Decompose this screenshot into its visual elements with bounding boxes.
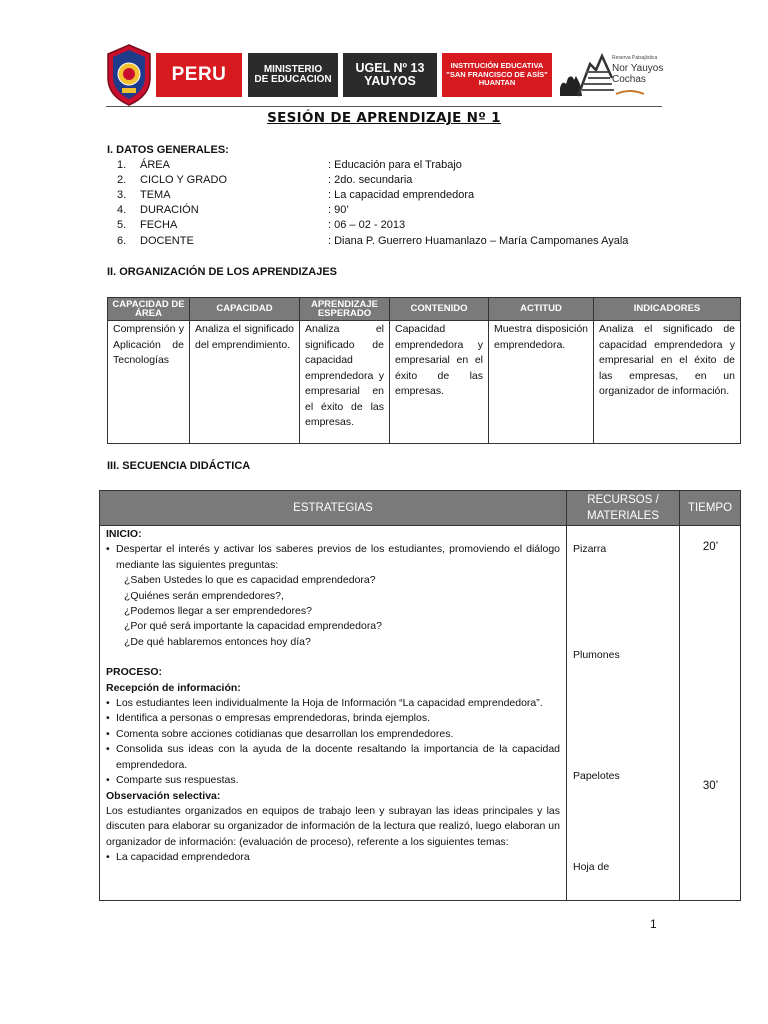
datos-value: : Diana P. Guerrero Huamanlazo – María Campomanes Ayala <box>328 235 629 247</box>
list-item: • Comenta sobre acciones cotidianas que desarrollan los emprendedores. <box>106 727 560 742</box>
datos-num: 4. <box>117 204 127 216</box>
ministerio-line-2: DE EDUCACION <box>254 74 332 85</box>
col-header: CONTENIDO <box>390 298 489 321</box>
school-shield-logo <box>106 44 152 106</box>
datos-num: 3. <box>117 189 127 201</box>
col-header: CAPACIDAD <box>190 298 300 321</box>
datos-num: 6. <box>117 235 127 247</box>
recurso-item: Plumones <box>573 649 620 661</box>
table-cell: Muestra disposición emprendedora. <box>489 321 594 444</box>
peru-label: PERU <box>171 64 227 86</box>
datos-key: DURACIÓN <box>140 204 199 216</box>
ministerio-banner <box>248 53 338 97</box>
recurso-item: Pizarra <box>573 543 607 555</box>
reserva-small-label: Reserva Paisajística <box>612 55 658 61</box>
table-cell: Analiza el significado de capacidad emprendedora y empresarial en el éxito de las empresas. <box>300 321 390 444</box>
ugel-banner <box>343 53 437 97</box>
datos-generales-heading: I. DATOS GENERALES: <box>107 144 229 156</box>
header-divider <box>106 106 662 107</box>
datos-key: DOCENTE <box>140 235 194 247</box>
institucion-line-2: "SAN FRANCISCO DE ASÍS" <box>446 69 548 79</box>
tiempo-cell <box>680 526 741 901</box>
table-header-row <box>108 298 741 321</box>
secuencia-table <box>99 490 741 901</box>
question-item: ¿Quiénes serán emprendedores?, <box>124 589 284 602</box>
col-header: ACTITUD <box>489 298 594 321</box>
list-item: • Comparte sus respuestas. <box>106 773 560 788</box>
datos-key: CICLO Y GRADO <box>140 174 228 186</box>
reserva-logo <box>556 50 666 98</box>
recurso-item: Papelotes <box>573 770 620 782</box>
list-item: • La capacidad emprendedora <box>106 850 560 865</box>
col-header: APRENDIZAJE ESPERADO <box>300 298 390 321</box>
question-item: ¿De qué hablaremos entonces hoy día? <box>124 635 311 648</box>
datos-num: 1. <box>117 159 127 171</box>
list-item: • Los estudiantes leen individualmente la Hoja de Información “La capacidad emprendedora”. <box>106 696 560 711</box>
datos-key: FECHA <box>140 219 178 231</box>
organizacion-heading: II. ORGANIZACIÓN DE LOS APRENDIZAJES <box>107 266 338 278</box>
question-item: ¿Podemos llegar a ser emprendedores? <box>124 605 312 618</box>
table-cell: Analiza el significado de capacidad emprendedora y empresarial en el éxito de las empresas, en un organizador de información. <box>594 321 741 444</box>
col-header-estrategias: ESTRATEGIAS <box>100 491 567 526</box>
estrategias-cell <box>100 526 567 901</box>
inicio-label: INICIO: <box>106 528 142 540</box>
datos-key: ÁREA <box>140 159 170 171</box>
list-item: • Consolida sus ideas con la ayuda de la docente resaltando la importancia de la capacidad emprendedora. <box>106 742 560 773</box>
table-row <box>108 321 741 444</box>
tiempo-value: 30’ <box>702 780 719 792</box>
datos-value: : La capacidad emprendedora <box>328 189 475 201</box>
recursos-cell <box>567 526 680 901</box>
table-cell: Capacidad emprendedora y empresarial en el éxito de las empresas. <box>390 321 489 444</box>
datos-num: 5. <box>117 219 127 231</box>
secuencia-heading: III. SECUENCIA DIDÁCTICA <box>107 460 251 472</box>
list-item: • Identifica a personas o empresas emprendedoras, brinda ejemplos. <box>106 711 560 726</box>
recepcion-label: Recepción de información: <box>106 681 241 694</box>
tiempo-value: 20’ <box>702 541 719 553</box>
institucion-banner <box>442 53 552 97</box>
col-header: INDICADORES <box>594 298 741 321</box>
datos-key: TEMA <box>140 189 171 201</box>
page-title: SESIÓN DE APRENDIZAJE Nº 1 <box>267 110 501 126</box>
col-header: CAPACIDAD DE ÁREA <box>108 298 190 321</box>
table-cell: Analiza el significado del emprendimiento. <box>190 321 300 444</box>
ugel-line-1: UGEL Nº 13 <box>355 60 425 75</box>
datos-value: : 2do. secundaria <box>328 174 413 186</box>
reserva-title-1: Nor Yauyos <box>612 63 664 74</box>
observacion-paragraph: Los estudiantes organizados en equipos de trabajo leen y subrayan las ideas principales y las discuten para elaborar su organizador de información de la lectura que realizó, luego elaboran un organizador de información: (evaluación de proceso), referente a los siguientes temas: <box>106 804 560 848</box>
question-item: ¿Por qué será importante la capacidad emprendedora? <box>124 620 382 633</box>
datos-num: 2. <box>117 174 127 186</box>
organizacion-table <box>107 297 741 444</box>
table-cell: Comprensión y Aplicación de Tecnologías <box>108 321 190 444</box>
institucion-line-1: INSTITUCIÓN EDUCATIVA <box>450 61 544 71</box>
reserva-title-2: Cochas <box>612 74 646 85</box>
page-number: 1 <box>650 917 657 931</box>
proceso-label: PROCESO: <box>106 666 163 679</box>
col-header-tiempo: TIEMPO <box>680 491 741 526</box>
datos-value: : Educación para el Trabajo <box>328 159 462 171</box>
ugel-line-2: YAUYOS <box>364 74 416 88</box>
recurso-item: Hoja de <box>573 861 610 873</box>
col-header-recursos <box>567 491 680 526</box>
observacion-label: Observación selectiva: <box>106 789 221 802</box>
recursos-header-text: RECURSOS / MATERIALES <box>587 494 659 522</box>
datos-value: : 90’ <box>328 204 349 216</box>
peru-banner <box>156 53 242 97</box>
datos-value: : 06 – 02 - 2013 <box>328 219 406 231</box>
question-item: ¿Saben Ustedes lo que es capacidad emprendedora? <box>124 574 376 587</box>
ministerio-line-1: MINISTERIO <box>263 63 323 75</box>
table-header-row <box>100 491 741 526</box>
institucion-line-3: HUANTAN <box>478 78 516 88</box>
list-item: • Despertar el interés y activar los saberes previos de los estudiantes, promoviendo el diálogo mediante las siguientes preguntas: <box>106 542 560 573</box>
table-row <box>100 526 741 901</box>
